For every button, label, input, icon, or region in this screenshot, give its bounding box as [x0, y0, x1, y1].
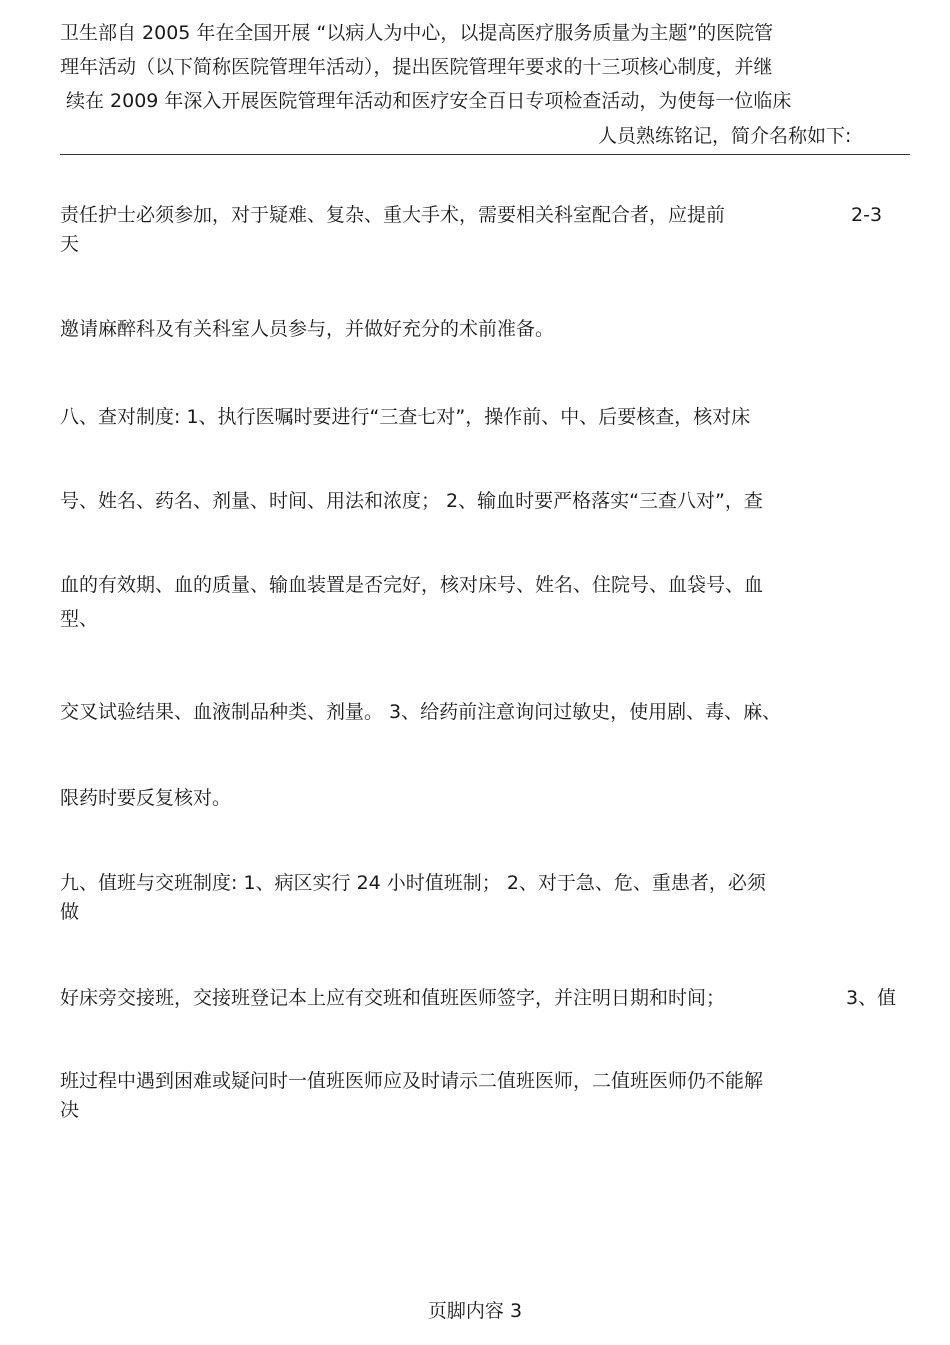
body-line: 号、姓名、药名、剂量、时间、用法和浓度； 2、输血时要严格落实“三查八对”，查	[60, 490, 763, 512]
body-line: 八、查对制度: 1、执行医嘱时要进行“三查七对”，操作前、中、后要核查，核对床	[60, 406, 751, 428]
body-line: 九、值班与交班制度: 1、病区实行 24 小时值班制； 2、对于急、危、重患者，必须	[60, 872, 766, 894]
body-line: 邀请麻醉科及有关科室人员参与，并做好充分的术前准备。	[60, 318, 555, 340]
header-line-4: 人员熟练铭记，简介名称如下:	[598, 125, 852, 147]
header-divider	[60, 154, 910, 155]
body-line: 3、值	[846, 987, 897, 1009]
body-line: 2-3	[851, 204, 883, 226]
body-line: 型、	[60, 608, 99, 630]
body-line: 限药时要反复核对。	[60, 787, 232, 809]
body-line: 好床旁交接班，交接班登记本上应有交班和值班医师签字，并注明日期和时间；	[60, 987, 726, 1009]
header-line-3: 续在 2009 年深入开展医院管理年活动和医疗安全百日专项检查活动，为使每一位临床	[66, 90, 792, 112]
body-line: 责任护士必须参加，对于疑难、复杂、重大手术，需要相关科室配合者，应提前	[60, 204, 726, 226]
body-line: 做	[60, 901, 80, 923]
header-line-2: 理年活动（以下简称医院管理年活动），提出医院管理年要求的十三项核心制度，并继	[60, 56, 773, 78]
body-line: 交叉试验结果、血液制品种类、剂量。 3、给药前注意询问过敏史，使用剧、毒、麻、	[60, 701, 782, 723]
header-line-1: 卫生部自 2005 年在全国开展 “以病人为中心，以提高医疗服务质量为主题”的医院管	[60, 22, 774, 44]
body-line: 决	[60, 1099, 80, 1121]
page-footer: 页脚内容 3	[427, 1300, 523, 1322]
body-line: 血的有效期、血的质量、输血装置是否完好，核对床号、姓名、住院号、血袋号、血	[60, 574, 764, 596]
body-line: 班过程中遇到困难或疑问时一值班医师应及时请示二值班医师，二值班医师仍不能解	[60, 1070, 764, 1092]
body-line: 天	[60, 233, 80, 255]
